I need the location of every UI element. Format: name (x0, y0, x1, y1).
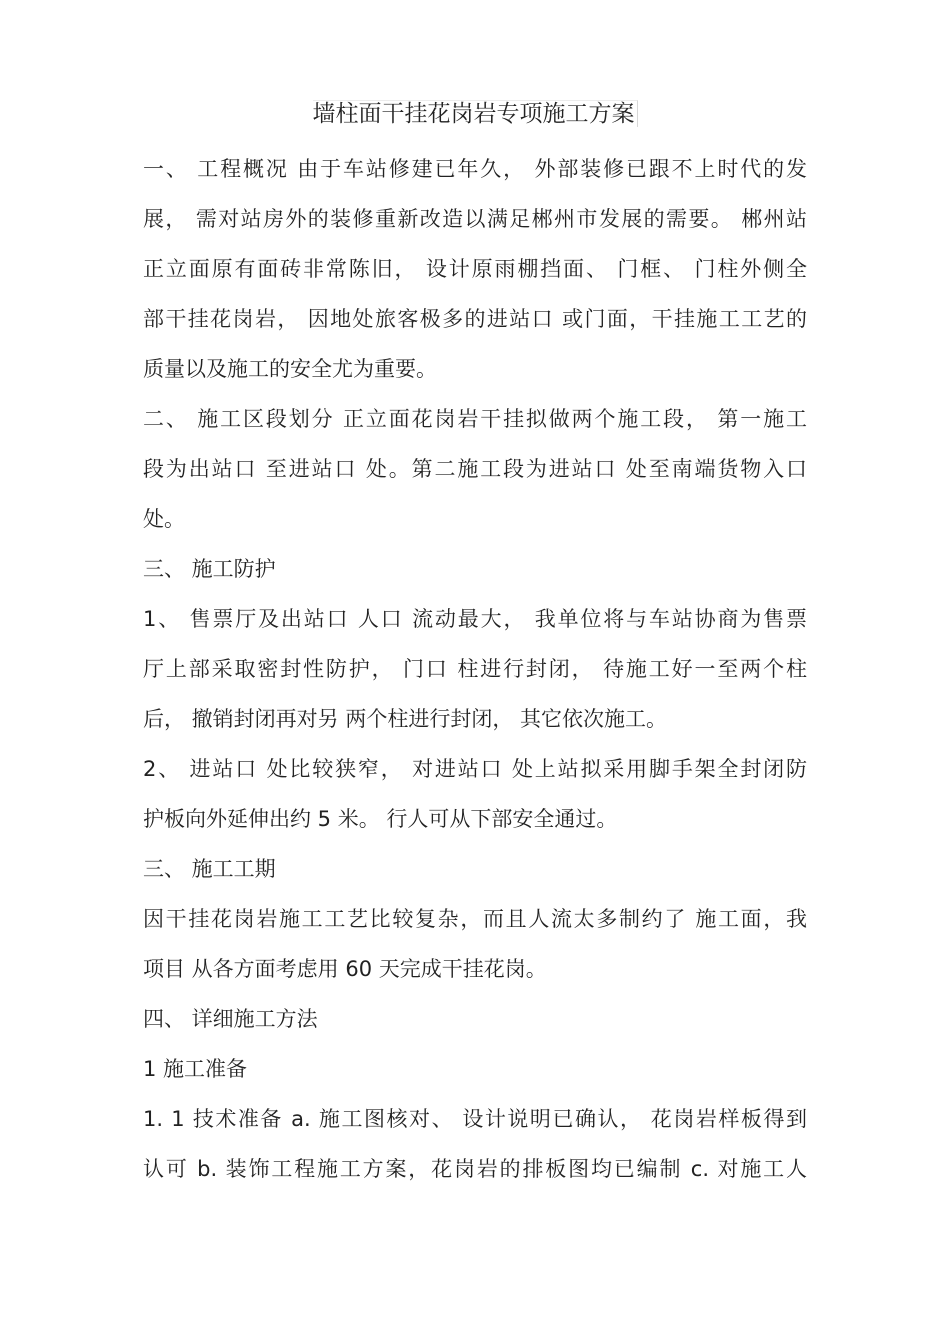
document-body (143, 144, 807, 1194)
subsection-heading: 1 施工准备 (143, 1057, 248, 1081)
text-line: 二、 施工区段划分 正立面花岗岩干挂拟做两个施工段， 第一施工 (143, 407, 807, 431)
title-text: 墙柱面干挂花岗岩专项施工方案 (313, 100, 638, 127)
document-title (0, 96, 950, 132)
text-line: 部干挂花岗岩， 因地处旅客极多的进站口 或门面，干挂施工工艺的 (143, 307, 807, 331)
section-heading: 三、 施工工期 (143, 857, 276, 881)
text-line: 后， 撤销封闭再对另 两个柱进行封闭， 其它依次施工。 (143, 707, 668, 731)
text-line: 2、 进站口 处比较狭窄， 对进站口 处上站拟采用脚手架全封闭防 (143, 757, 807, 781)
text-line: 项目 从各方面考虑用 60 天完成干挂花岗。 (143, 957, 547, 981)
text-line: 段为出站口 至进站口 处。第二施工段为进站口 处至南端货物入口 (143, 457, 807, 481)
text-line: 因干挂花岗岩施工工艺比较复杂，而且人流太多制约了 施工面，我 (143, 907, 807, 931)
text-line: 处。 (143, 507, 185, 531)
text-line: 正立面原有面砖非常陈旧， 设计原雨棚挡面、 门框、 门柱外侧全 (143, 257, 807, 281)
text-line: 质量以及施工的安全尤为重要。 (143, 357, 437, 381)
section-heading: 四、 详细施工方法 (143, 1007, 318, 1031)
body-text (143, 144, 807, 1194)
text-line: 1. 1 技术准备 a. 施工图核对、 设计说明已确认， 花岗岩样板得到 (143, 1107, 807, 1131)
text-line: 展， 需对站房外的装修重新改造以满足郴州市发展的需要。 郴州站 (143, 207, 807, 231)
text-line: 护板向外延伸出约 5 米。 行人可从下部安全通过。 (143, 807, 618, 831)
text-line: 1、 售票厅及出站口 人口 流动最大， 我单位将与车站协商为售票 (143, 607, 807, 631)
text-line: 一、 工程概况 由于车站修建已年久， 外部装修已跟不上时代的发 (143, 157, 807, 181)
text-line: 厅上部采取密封性防护， 门口 柱进行封闭， 待施工好一至两个柱 (143, 657, 807, 681)
section-heading: 三、 施工防护 (143, 557, 276, 581)
text-line: 认可 b. 装饰工程施工方案，花岗岩的排板图均已编制 c. 对施工人 (143, 1157, 807, 1181)
